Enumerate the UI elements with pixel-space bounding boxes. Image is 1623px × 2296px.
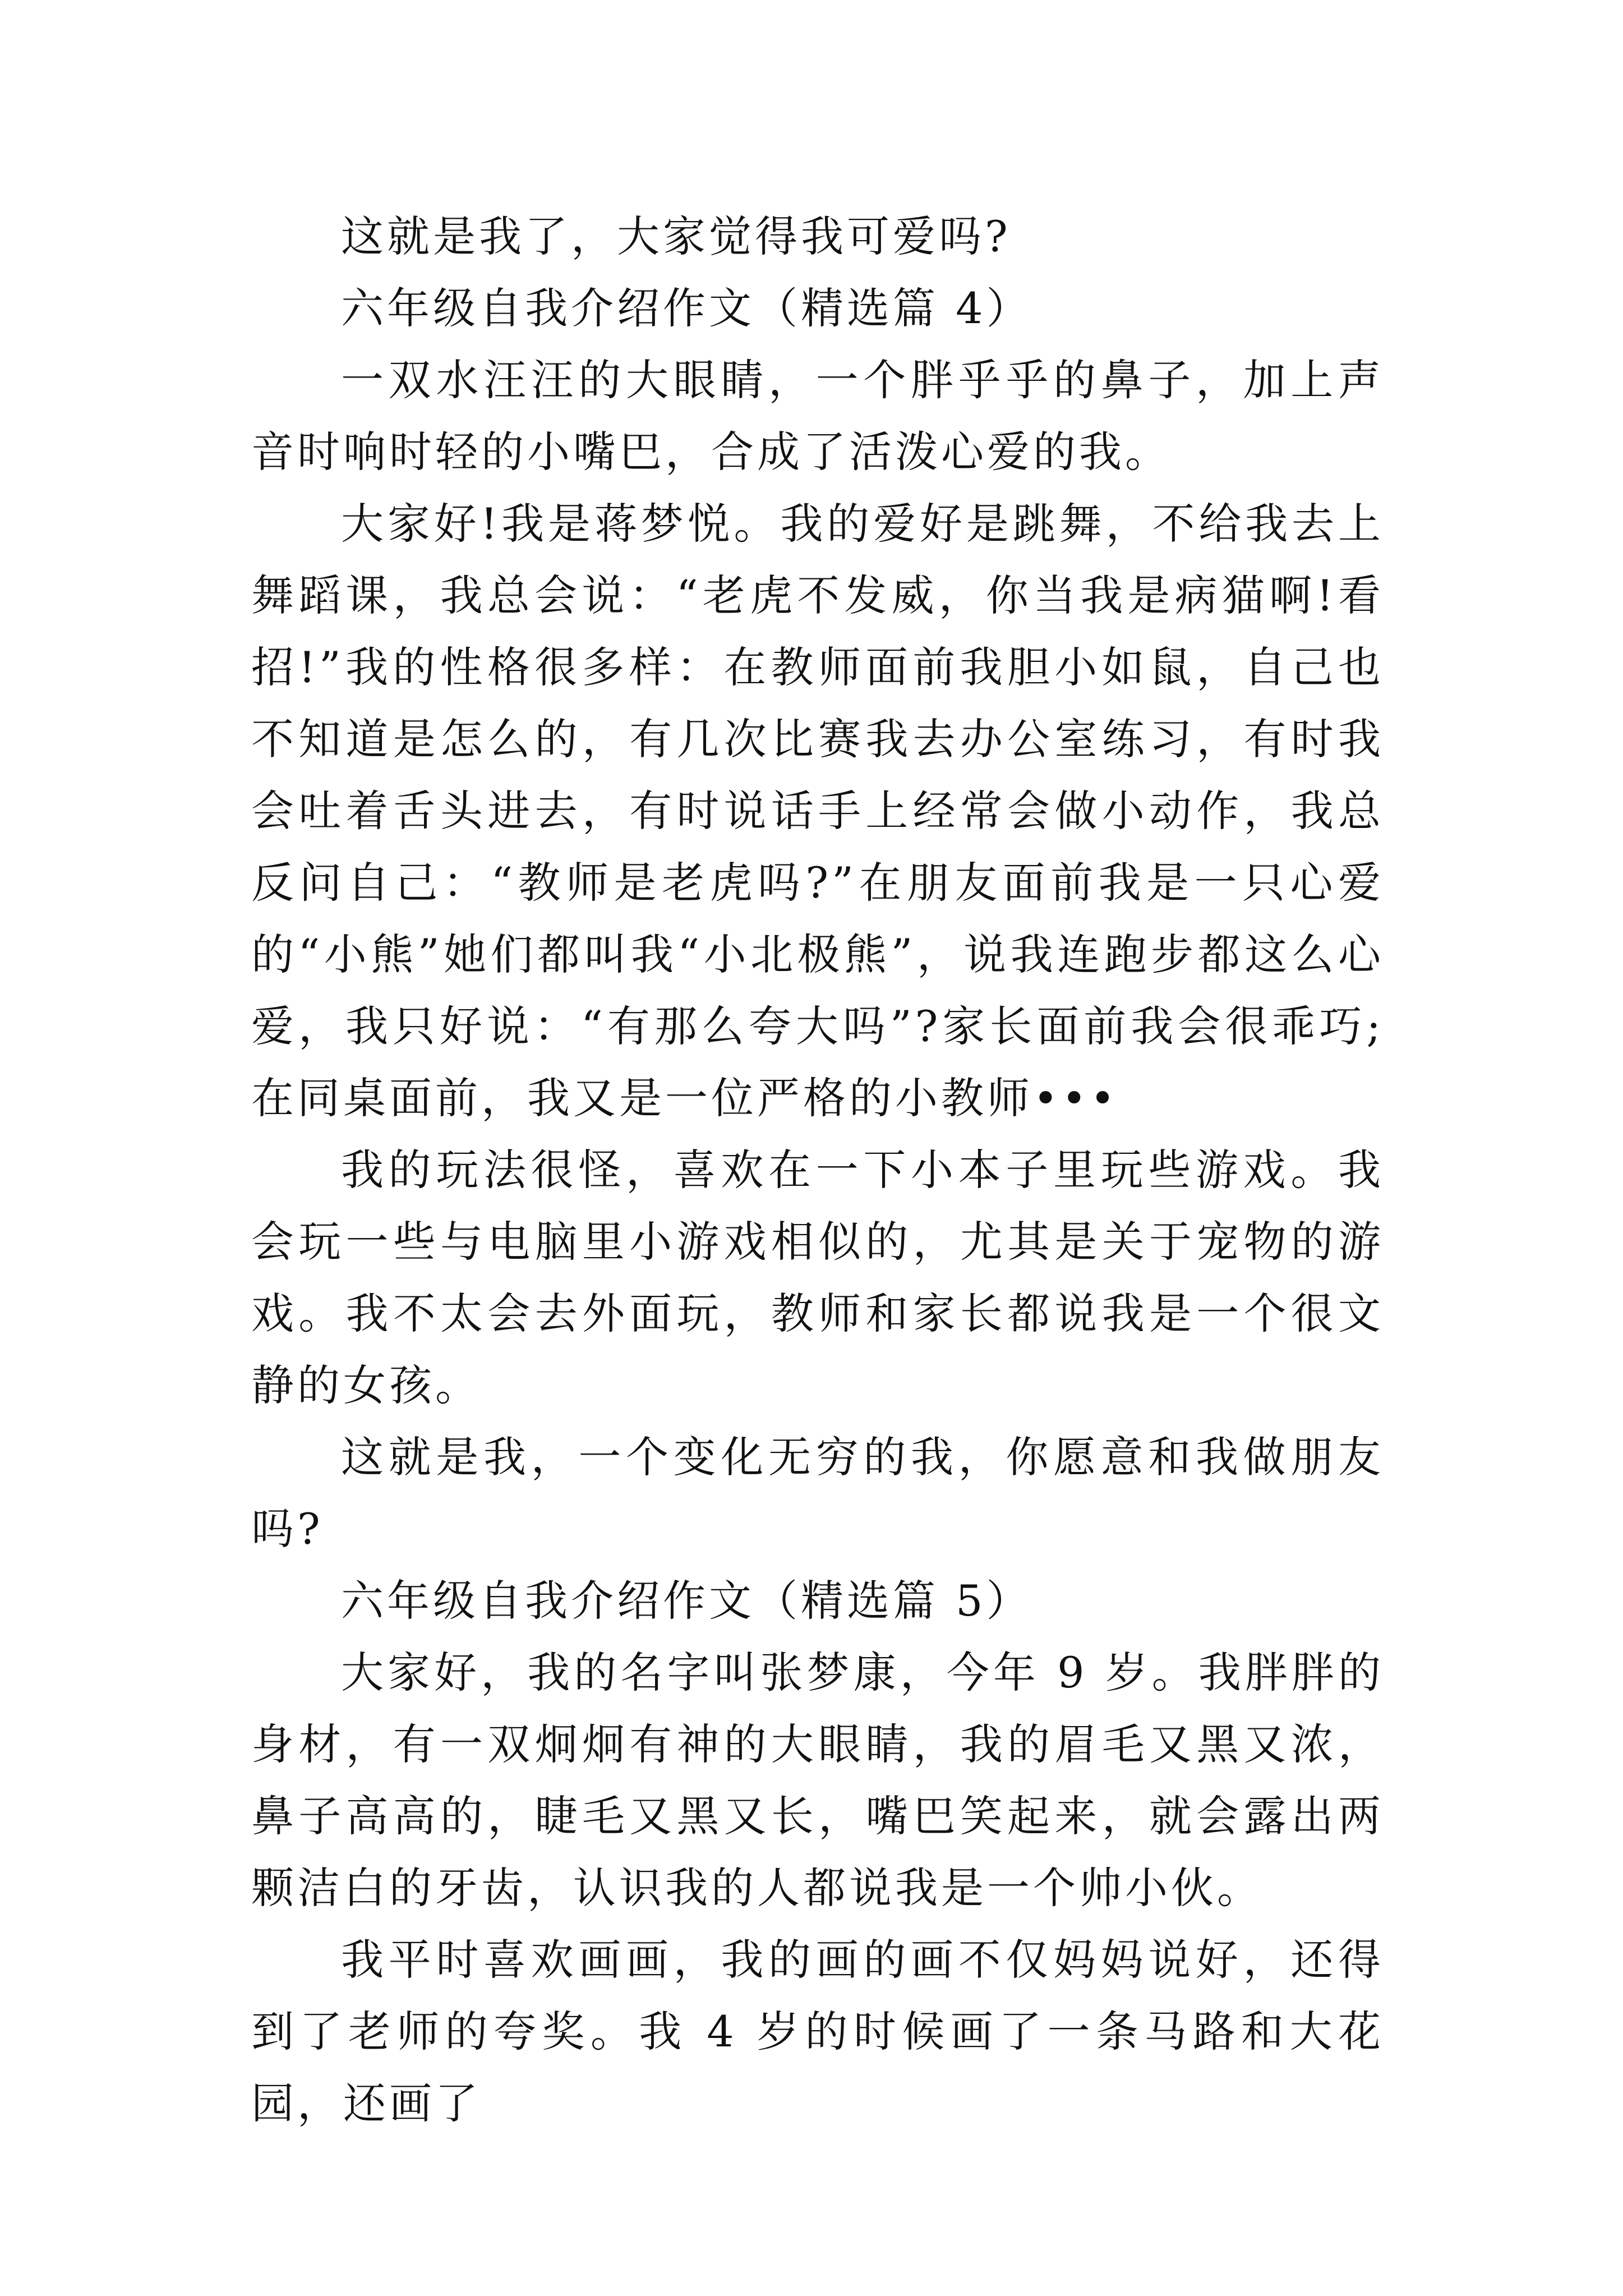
document-body [251, 201, 1384, 2139]
paragraph-drawing-hobby: 我平时喜欢画画，我的画的画不仅妈妈说好，还得到了老师的夸奖。我 4 岁的时候画了一条马路和大花园，还画了 [251, 1935, 1384, 2128]
section-heading-5: 六年级自我介绍作文（精选篇 5） [341, 1576, 1032, 1626]
paragraph-self-description: 大家好，我的名字叫张梦康，今年 9 岁。我胖胖的身材，有一双炯炯有神的大眼睛，我的眉毛又黑又浓，鼻子高高的，睫毛又黑又长，嘴巴笑起来，就会露出两颗洁白的牙齿，认识我的人都说我是一个帅小伙。 [251, 1648, 1384, 1913]
paragraph-appearance: 一双水汪汪的大眼睛，一个胖乎乎的鼻子，加上声音时响时轻的小嘴巴，合成了活泼心爱的我。 [251, 355, 1384, 477]
paragraph-play-style: 我的玩法很怪，喜欢在一下小本子里玩些游戏。我会玩一些与电脑里小游戏相似的，尤其是关于宠物的游戏。我不太会去外面玩，教师和家长都说我是一个很文静的女孩。 [251, 1145, 1384, 1410]
paragraph-closing-question: 这就是我了，大家觉得我可爱吗? [341, 211, 1011, 261]
section-heading-4: 六年级自我介绍作文（精选篇 4） [341, 283, 1032, 333]
paragraph-friend-question: 这就是我，一个变化无穷的我，你愿意和我做朋友吗? [251, 1432, 1384, 1554]
paragraph-hobbies-personality: 大家好!我是蒋梦悦。我的爱好是跳舞，不给我去上舞蹈课，我总会说：“老虎不发威，你当我是病猫啊!看招!”我的性格很多样：在教师面前我胆小如鼠，自己也不知道是怎么的，有几次比赛我去办公室练习，有时我会吐着舌头进去，有时说话手上经常会做小动作，我总反问自己：“教师是老虎吗?”在朋友面前我是一只心爱的“小熊”她们都叫我“小北极熊”，说我连跑步都这么心爱，我只好说：“有那么夸大吗”?家长面前我会很乖巧;在同桌面前，我又是一位严格的小教师••• [251, 499, 1384, 1123]
